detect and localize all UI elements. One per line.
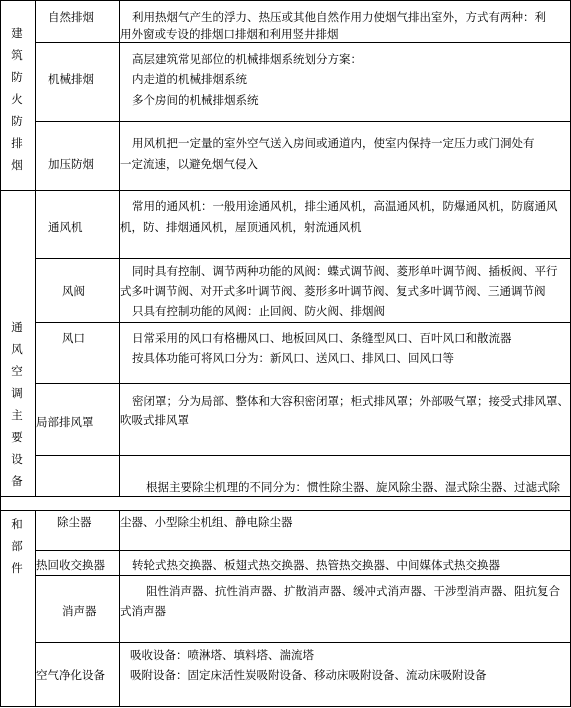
row-name: 局部排风罩 bbox=[36, 415, 94, 429]
rule-bottom bbox=[0, 706, 571, 707]
row-name: 风口 bbox=[62, 331, 85, 345]
row-desc-line: 内走道的机械排烟系统 bbox=[132, 72, 247, 86]
rule-page-break bbox=[0, 510, 571, 511]
row-name: 消声器 bbox=[62, 604, 97, 618]
row-desc-line: 常用的通风机：一般用途通风机，排尘通风机，高温通风机，防爆通风机，防腐通风 bbox=[132, 199, 558, 213]
row-desc-line: 高层建筑常见部位的机械排烟系统划分方案： bbox=[132, 52, 362, 66]
row-desc-line: 机，防、排烟通风机，屋顶通风机，射流通风机 bbox=[120, 220, 362, 234]
category-char: 火 bbox=[11, 92, 23, 106]
category-char: 设 bbox=[11, 452, 23, 466]
row-desc-line: 日常采用的风口有格栅风口、地板回风口、条缝型风口、百叶风口和散流器 bbox=[132, 331, 512, 345]
row-desc-line: 尘器、小型除尘机组、静电除尘器 bbox=[120, 515, 293, 529]
rule-row bbox=[35, 258, 571, 259]
category-label bbox=[9, 22, 25, 176]
rule-left bbox=[0, 0, 1, 707]
row-desc-line: 吸附设备：固定床活性炭吸附设备、移动床吸附设备、流动床吸附设备 bbox=[130, 668, 487, 682]
row-name: 自然排烟 bbox=[48, 10, 94, 24]
rule-page-break bbox=[0, 496, 571, 497]
category-char: 建 bbox=[11, 26, 23, 40]
category-char: 调 bbox=[11, 386, 23, 400]
row-name: 风阀 bbox=[62, 284, 85, 298]
row-name: 通风机 bbox=[48, 220, 83, 234]
rule-top bbox=[0, 0, 571, 1]
category-label bbox=[9, 316, 25, 492]
rule-row bbox=[35, 121, 571, 122]
category-char: 主 bbox=[11, 408, 23, 422]
row-desc-line: 按具体功能可将风口分为：新风口、送风口、排风口、回风口等 bbox=[132, 351, 454, 365]
rule-row bbox=[35, 455, 571, 456]
row-desc-line: 阻性消声器、抗性消声器、扩散消声器、缓冲式消声器、干涉型消声器、阻抗复合 bbox=[146, 584, 560, 598]
row-name: 热回收交换器 bbox=[36, 558, 105, 572]
category-char: 件 bbox=[11, 561, 23, 575]
row-name: 除尘器 bbox=[57, 515, 92, 529]
row-desc-line: 根据主要除尘机理的不同分为：惯性除尘器、旋风除尘器、湿式除尘器、过滤式除 bbox=[146, 480, 560, 494]
category-char: 防 bbox=[11, 114, 23, 128]
row-desc-line: 转轮式热交换器、板翅式热交换器、热管热交换器、中间媒体式热交换器 bbox=[132, 558, 500, 572]
row-name: 机械排烟 bbox=[48, 72, 94, 86]
row-desc-line: 密闭罩；分为局部、整体和大容积密闭罩；柜式排风罩；外部吸气罩；接受式排风罩、 bbox=[132, 394, 569, 408]
rule-row bbox=[35, 42, 571, 43]
category-char: 备 bbox=[11, 474, 23, 488]
category-char: 通 bbox=[11, 320, 23, 334]
row-desc-line: 用外窗或专设的排烟口排烟和利用竖井排烟 bbox=[120, 27, 339, 41]
rule-row bbox=[35, 575, 571, 576]
category-char: 筑 bbox=[11, 48, 23, 62]
row-desc-line: 式消声器 bbox=[120, 604, 166, 618]
row-desc-line: 吸收设备：喷淋塔、填料塔、湍流塔 bbox=[130, 648, 314, 662]
row-desc-line: 多个房间的机械排烟系统 bbox=[132, 93, 259, 107]
category-label-continued bbox=[9, 513, 25, 579]
category-char: 风 bbox=[11, 342, 23, 356]
row-desc-line: 只具有控制功能的风阀：止回阀、防火阀、排烟阀 bbox=[132, 304, 385, 318]
category-char: 和 bbox=[11, 517, 23, 531]
row-desc-line: 同时具有控制、调节两种功能的风阀：蝶式调节阀、菱形单叶调节阀、插板阀、平行 bbox=[132, 264, 558, 278]
row-desc-line: 一定流速，以避免烟气侵入 bbox=[120, 157, 258, 171]
row-name: 加压防烟 bbox=[48, 157, 94, 171]
rule-row bbox=[35, 383, 571, 384]
category-char: 防 bbox=[11, 70, 23, 84]
rule-row bbox=[35, 642, 571, 643]
category-char: 空 bbox=[11, 364, 23, 378]
category-char: 烟 bbox=[11, 158, 23, 172]
rule-row bbox=[35, 550, 571, 551]
rule-row bbox=[35, 322, 571, 323]
category-char: 要 bbox=[11, 430, 23, 444]
row-name: 空气净化设备 bbox=[36, 668, 105, 682]
row-desc-line: 用风机把一定量的室外空气送入房间或通道内，使室内保持一定压力或门洞处有 bbox=[132, 136, 535, 150]
rule-section bbox=[0, 190, 571, 191]
row-desc-line: 吹吸式排风罩 bbox=[120, 413, 189, 427]
row-desc-line: 式多叶调节阀、对开式多叶调节阀、菱形多叶调节阀、复式多叶调节阀、三通调节阀 bbox=[120, 284, 546, 298]
category-char: 排 bbox=[11, 136, 23, 150]
row-desc-line: 利用热烟气产生的浮力、热压或其他自然作用力使烟气排出室外，方式有两种：利 bbox=[132, 10, 546, 24]
category-char: 部 bbox=[11, 539, 23, 553]
